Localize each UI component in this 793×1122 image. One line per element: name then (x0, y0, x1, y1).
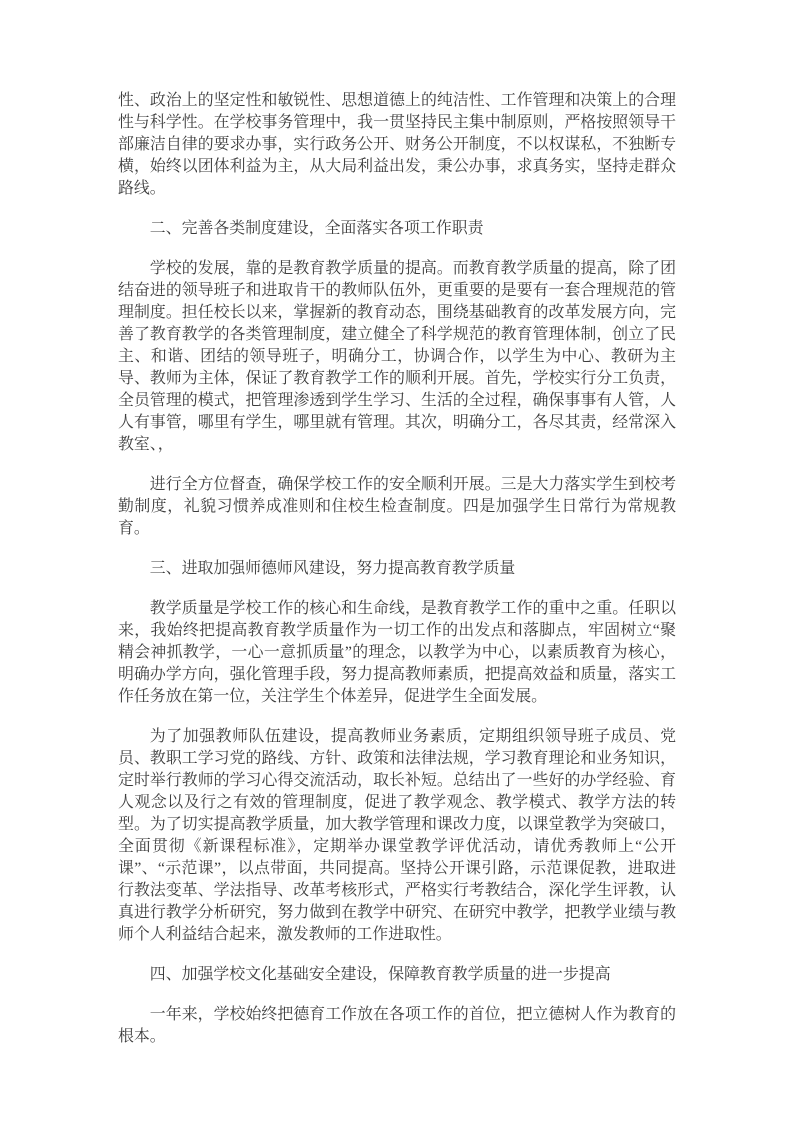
document-body (118, 90, 676, 1066)
paragraph: 为了加强教师队伍建设，提高教师业务素质，定期组织领导班子成员、党员、教职工学习党的路线、方针、政策和法律法规，学习教育理论和业务知识，定时举行教师的学习心得交流活动，取长补短。总结出了一些好的办学经验、育人观念以及行之有效的管理制度，促进了教学观念、教学模式、教学方法的转型。为了切实提高教学质量，加大教学管理和课改力度，以课堂教学为突破口，全面贯彻《新课程标准》，定期举办课堂教学评优活动，请优秀教师上“公开课”、“示范课”，以点带面，共同提高。坚持公开课引路，示范课促教，进取进行教法变革、学法指导、改革考核形式，严格实行考教结合，深化学生评教，认真进行教学分析研究，努力做到在教学中研究、在研究中教学，把教学业绩与教师个人利益结合起来，激发教师的工作进取性。 (118, 728, 676, 943)
paragraph: 教学质量是学校工作的核心和生命线，是教育教学工作的重中之重。任职以来，我始终把提高教育教学质量作为一切工作的出发点和落脚点，牢固树立“聚精会神抓教学，一心一意抓质量”的理念，以教学为中心，以素质教育为核心，明确办学方向，强化管理手段，努力提高教师素质，把提高效益和质量，落实工作任务放在第一位，关注学生个体差异，促进学生全面发展。 (118, 600, 676, 705)
paragraph: 性、政治上的坚定性和敏锐性、思想道德上的纯洁性、工作管理和决策上的合理性与科学性。在学校事务管理中，我一贯坚持民主集中制原则，严格按照领导干部廉洁自律的要求办事，实行政务公开、财务公开制度，不以权谋私，不独断专横，始终以团体利益为主，从大局利益出发，秉公办事，求真务实，坚持走群众路线。 (118, 92, 676, 197)
paragraph: 一年来，学校始终把德育工作放在各项工作的首位，把立德树人作为教育的根本。 (118, 1006, 676, 1045)
section-heading: 二、完善各类制度建设，全面落实各项工作职责 (149, 220, 484, 237)
paragraph: 进行全方位督查，确保学校工作的安全顺利开展。三是大力落实学生到校考勤制度，礼貌习惯养成准则和住校生检查制度。四是加强学生日常行为常规教育。 (118, 476, 676, 537)
section-heading: 四、加强学校文化基础安全建设，保障教育教学质量的进一步提高 (149, 966, 611, 983)
paragraph: 学校的发展，靠的是教育教学质量的提高。而教育教学质量的提高，除了团结奋进的领导班子和进取肯干的教师队伍外，更重要的是要有一套合理规范的管理制度。担任校长以来，掌握新的教育动态，围绕基础教育的改革发展方向，完善了教育教学的各类管理制度，建立健全了科学规范的教育管理体制，创立了民主、和谐、团结的领导班子，明确分工，协调合作，以学生为中心、教研为主导、教师为主体，保证了教育教学工作的顺利开展。首先，学校实行分工负责，全员管理的模式，把管理渗透到学生学习、生活的全过程，确保事事有人管，人人有事管，哪里有学生，哪里就有管理。其次，明确分工，各尽其责，经常深入教室、， (118, 260, 676, 453)
section-heading: 三、进取加强师德师风建设，努力提高教育教学质量 (149, 560, 516, 577)
